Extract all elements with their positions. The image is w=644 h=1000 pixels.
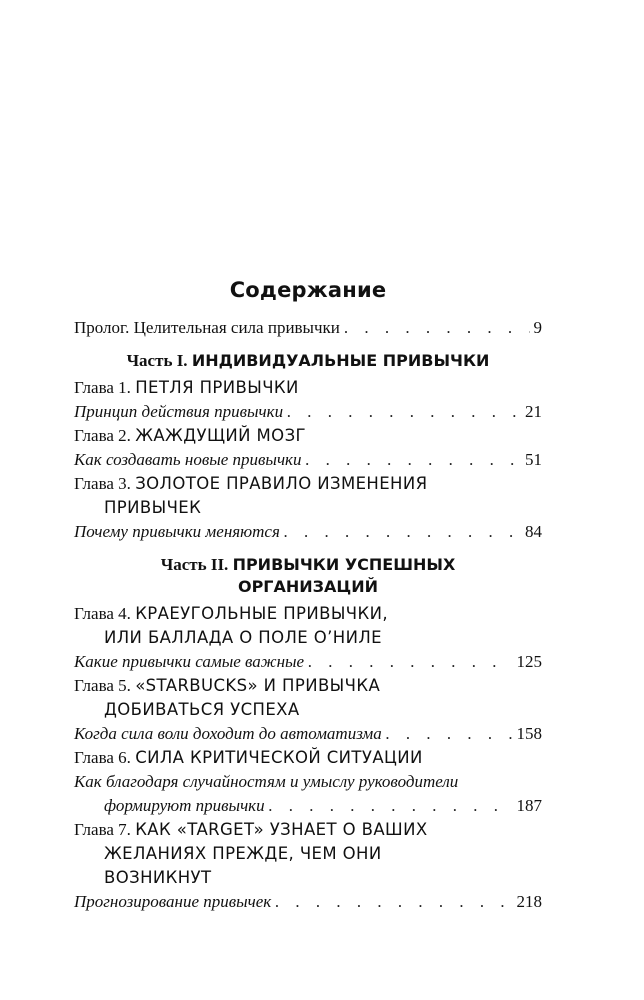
leader-dots	[287, 400, 521, 424]
part-heading-2	[74, 554, 542, 598]
toc-entry-chapter-2[interactable]	[74, 448, 542, 472]
part-heading-1	[74, 350, 542, 372]
chapter-title-line-3: ВОЗНИКНУТ	[104, 868, 212, 887]
chapter-title-line-1: КРАЕУГОЛЬНЫЕ ПРИВЫЧКИ,	[135, 604, 389, 623]
entry-subtitle: Принцип действия привычки	[74, 402, 284, 421]
leader-dots	[284, 520, 521, 544]
leader-dots	[344, 316, 530, 340]
entry-subtitle: Какие привычки самые важные	[74, 652, 305, 671]
chapter-prefix: Глава 1.	[74, 378, 136, 397]
leader-dots	[308, 650, 512, 674]
chapter-heading-1	[74, 376, 542, 400]
chapter-title: СИЛА КРИТИЧЕСКОЙ СИТУАЦИИ	[135, 748, 423, 767]
page-number: 84	[525, 522, 542, 541]
page-number: 125	[516, 652, 542, 671]
leader-dots	[269, 794, 513, 818]
toc-entry-chapter-3[interactable]	[74, 520, 542, 544]
page-number: 21	[525, 402, 542, 421]
toc-entry-chapter-7[interactable]	[74, 890, 542, 914]
chapter-heading-6	[74, 746, 542, 770]
chapter-heading-7	[74, 818, 542, 890]
leader-dots	[306, 448, 522, 472]
chapter-title-line-1: КАК «TARGET» УЗНАЕТ О ВАШИХ	[135, 820, 428, 839]
chapter-title-line-2: ИЛИ БАЛЛАДА О ПОЛЕ О’НИЛЕ	[104, 628, 382, 647]
part-title-line-2: ОРГАНИЗАЦИЙ	[237, 577, 379, 596]
chapter-title-line-2: ЖЕЛАНИЯХ ПРЕЖДЕ, ЧЕМ ОНИ	[104, 844, 382, 863]
chapter-title-line-1: ЗОЛОТОЕ ПРАВИЛО ИЗМЕНЕНИЯ	[135, 474, 428, 493]
chapter-heading-4	[74, 602, 542, 650]
part-prefix: Часть I.	[126, 351, 192, 370]
toc-entry-chapter-5[interactable]	[74, 722, 542, 746]
toc-entry-chapter-1[interactable]	[74, 400, 542, 424]
chapter-prefix: Глава 4.	[74, 604, 136, 623]
leader-dots	[386, 722, 513, 746]
part-title-line-1: ПРИВЫЧКИ УСПЕШНЫХ	[232, 555, 456, 574]
table-of-contents	[74, 278, 542, 914]
page-number: 218	[516, 892, 542, 911]
part-prefix: Часть II.	[160, 555, 233, 574]
page-number: 51	[525, 450, 542, 469]
chapter-title-line-2: ДОБИВАТЬСЯ УСПЕХА	[104, 700, 300, 719]
chapter-prefix: Глава 7.	[74, 820, 136, 839]
chapter-title: ПЕТЛЯ ПРИВЫЧКИ	[135, 378, 299, 397]
chapter-heading-2	[74, 424, 542, 448]
chapter-heading-3	[74, 472, 542, 520]
page-number: 187	[516, 796, 542, 815]
page-title: Содержание	[229, 278, 387, 302]
entry-subtitle: Когда сила воли доходит до автоматизма	[74, 724, 382, 743]
page-number: 9	[533, 318, 542, 337]
chapter-prefix: Глава 6.	[74, 748, 136, 767]
chapter-title: ЖАЖДУЩИЙ МОЗГ	[135, 426, 307, 445]
chapter-prefix: Глава 2.	[74, 426, 136, 445]
chapter-title-line-2: ПРИВЫЧЕК	[104, 498, 202, 517]
toc-entry-prologue[interactable]	[74, 316, 542, 340]
part-title: ИНДИВИДУАЛЬНЫЕ ПРИВЫЧКИ	[191, 351, 490, 370]
toc-entry-chapter-4[interactable]	[74, 650, 542, 674]
chapter-prefix: Глава 5.	[74, 676, 136, 695]
toc-entry-chapter-6[interactable]	[74, 770, 542, 818]
chapter-title-line-1: «STARBUCKS» И ПРИВЫЧКА	[135, 676, 381, 695]
entry-subtitle: Прогнозирование привычек	[74, 892, 272, 911]
entry-subtitle-line-2: формируют привычки	[104, 796, 265, 815]
chapter-prefix: Глава 3.	[74, 474, 136, 493]
entry-subtitle-line-1: Как благодаря случайностям и умыслу руководители	[74, 772, 459, 791]
page-number: 158	[516, 724, 542, 743]
entry-subtitle: Как создавать новые привычки	[74, 450, 302, 469]
entry-subtitle: Почему привычки меняются	[74, 522, 280, 541]
chapter-heading-5	[74, 674, 542, 722]
entry-title: Пролог. Целительная сила привычки	[74, 318, 340, 337]
leader-dots	[275, 890, 512, 914]
